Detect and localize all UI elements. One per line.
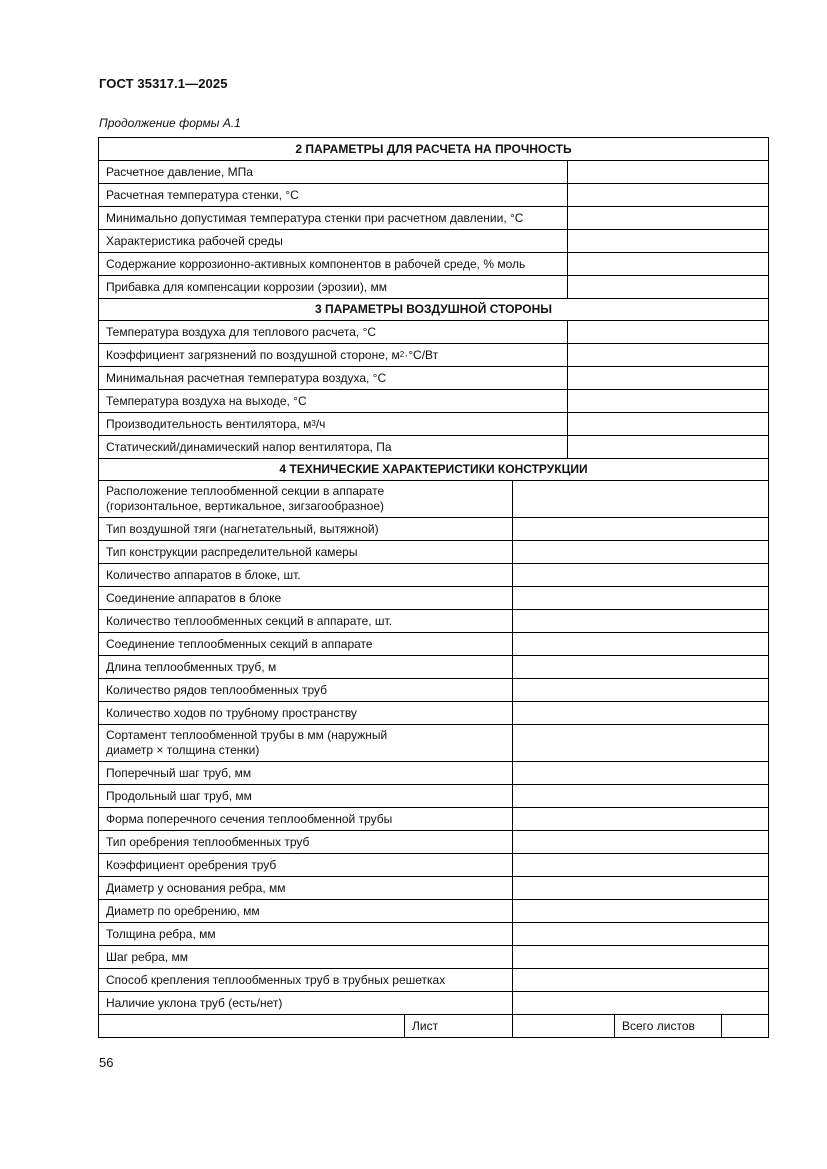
row-value-field[interactable]	[568, 207, 768, 229]
row-label: Характеристика рабочей среды	[99, 230, 568, 252]
row-label-line: Количество аппаратов в блоке, шт.	[106, 567, 301, 582]
row-label-line: Способ крепления теплообменных труб в трубных решетках	[106, 972, 446, 987]
row-label-line: Тип конструкции распределительной камеры	[106, 544, 358, 559]
row-label-line: Диаметр у основания ребра, мм	[106, 880, 286, 895]
row-value-field[interactable]	[568, 184, 768, 206]
row-value-field[interactable]	[513, 633, 768, 655]
row-label	[99, 610, 513, 632]
table-row	[99, 229, 768, 252]
row-value-field[interactable]	[568, 344, 768, 366]
table-row	[99, 991, 768, 1014]
section-4-rows	[99, 480, 768, 1014]
table-row	[99, 899, 768, 922]
row-value-field[interactable]	[513, 481, 768, 517]
row-value-field[interactable]	[513, 762, 768, 784]
row-label: Расчетное давление, МПа	[99, 161, 568, 183]
table-row	[99, 160, 768, 183]
form-table	[98, 137, 769, 1038]
table-row	[99, 701, 768, 724]
section-3-title: 3 ПАРАМЕТРЫ ВОЗДУШНОЙ СТОРОНЫ	[314, 302, 553, 316]
section-2-header	[99, 138, 768, 160]
table-row	[99, 320, 768, 343]
row-label: Коэффициент загрязнений по воздушной стороне, м 2 ·°С/Вт	[99, 344, 568, 366]
row-label-line: Количество теплообменных секций в аппарате, шт.	[106, 613, 393, 628]
row-label-line: Наличие уклона труб (есть/нет)	[106, 995, 283, 1010]
row-label-line: Сортамент теплообменной трубы в мм (наружный	[106, 728, 388, 742]
table-row	[99, 830, 768, 853]
row-label	[99, 992, 513, 1014]
row-label: Прибавка для компенсации коррозии (эрозии), мм	[99, 276, 568, 298]
row-value-field[interactable]	[513, 808, 768, 830]
row-label-unit: /ч	[315, 416, 326, 431]
sheet-footer	[99, 1014, 768, 1037]
row-value-field[interactable]	[513, 877, 768, 899]
row-label-line: Количество рядов теплообменных труб	[106, 682, 328, 697]
table-row	[99, 480, 768, 517]
row-label-line: Длина теплообменных труб, м	[106, 659, 277, 674]
row-value-field[interactable]	[513, 946, 768, 968]
row-value-field[interactable]	[513, 725, 768, 761]
row-value-field[interactable]	[513, 923, 768, 945]
row-label-line: Расположение теплообменной секции в аппарате	[106, 484, 385, 498]
row-label	[99, 785, 513, 807]
row-value-field[interactable]	[513, 610, 768, 632]
table-row	[99, 252, 768, 275]
table-row	[99, 435, 768, 458]
row-label	[99, 702, 513, 724]
row-label	[99, 679, 513, 701]
total-sheets-label: Всего листов	[615, 1015, 722, 1037]
row-label	[99, 656, 513, 678]
row-label	[99, 587, 513, 609]
row-label: Производительность вентилятора, м 3 /ч	[99, 413, 568, 435]
row-label: Расчетная температура стенки, °С	[99, 184, 568, 206]
row-label	[99, 541, 513, 563]
table-row	[99, 183, 768, 206]
row-value-field[interactable]	[568, 276, 768, 298]
table-row	[99, 761, 768, 784]
table-row	[99, 807, 768, 830]
row-value-field[interactable]	[513, 969, 768, 991]
row-label	[99, 725, 513, 761]
row-value-field[interactable]	[513, 541, 768, 563]
row-label-line: диаметр × толщина стенки)	[106, 743, 260, 757]
row-label-line: Продольный шаг труб, мм	[106, 788, 252, 803]
row-value-field[interactable]	[513, 564, 768, 586]
row-label	[99, 518, 513, 540]
row-label	[99, 946, 513, 968]
table-row	[99, 389, 768, 412]
row-value-field[interactable]	[513, 702, 768, 724]
row-label-line: Количество ходов по трубному пространству	[106, 705, 357, 720]
section-2-title: 2 ПАРАМЕТРЫ ДЛЯ РАСЧЕТА НА ПРОЧНОСТЬ	[295, 141, 572, 156]
row-label	[99, 564, 513, 586]
table-row	[99, 517, 768, 540]
row-label-unit: ·°С/Вт	[404, 347, 439, 362]
row-value-field[interactable]	[513, 679, 768, 701]
row-label	[99, 633, 513, 655]
row-label-line: Диаметр по оребрению, мм	[106, 903, 260, 918]
row-value-field[interactable]	[513, 831, 768, 853]
row-label	[99, 854, 513, 876]
row-value-field[interactable]	[513, 992, 768, 1014]
row-value-field[interactable]	[568, 413, 768, 435]
document-id: ГОСТ 35317.1—2025	[99, 76, 228, 91]
row-label	[99, 831, 513, 853]
table-row	[99, 945, 768, 968]
row-label	[99, 808, 513, 830]
row-label-line: (горизонтальное, вертикальное, зигзагообразное)	[106, 499, 385, 513]
table-row	[99, 678, 768, 701]
table-row	[99, 655, 768, 678]
table-row	[99, 586, 768, 609]
row-label: Содержание коррозионно-активных компонентов в рабочей среде, % моль	[99, 253, 568, 275]
table-row	[99, 724, 768, 761]
row-label-line: Соединение теплообменных секций в аппарате	[106, 636, 373, 651]
row-label	[99, 877, 513, 899]
table-row	[99, 563, 768, 586]
row-label-line: Поперечный шаг труб, мм	[106, 765, 252, 780]
table-row	[99, 412, 768, 435]
section-4-title: 4 ТЕХНИЧЕСКИЕ ХАРАКТЕРИСТИКИ КОНСТРУКЦИИ	[279, 462, 588, 476]
table-row	[99, 853, 768, 876]
table-row	[99, 632, 768, 655]
sheet-number-field[interactable]	[513, 1015, 615, 1037]
row-value-field[interactable]	[568, 253, 768, 275]
row-label	[99, 481, 513, 517]
row-value-field[interactable]	[513, 785, 768, 807]
row-label: Температура воздуха для теплового расчета, °С	[99, 321, 568, 343]
row-label-line: Форма поперечного сечения теплообменной трубы	[106, 811, 393, 826]
page-number: 56	[99, 1055, 114, 1070]
table-row	[99, 275, 768, 298]
table-row	[99, 540, 768, 563]
row-label	[99, 762, 513, 784]
footer-blank-cell	[99, 1015, 405, 1037]
sheet-label: Лист	[405, 1015, 513, 1037]
table-row	[99, 206, 768, 229]
row-label	[99, 923, 513, 945]
table-row	[99, 609, 768, 632]
row-value-field[interactable]	[568, 390, 768, 412]
row-label-line: Шаг ребра, мм	[106, 949, 188, 964]
row-label	[99, 900, 513, 922]
row-label-line: Тип воздушной тяги (нагнетательный, вытяжной)	[106, 521, 379, 536]
table-row	[99, 968, 768, 991]
row-value-field[interactable]	[568, 436, 768, 458]
table-row	[99, 876, 768, 899]
row-value-field[interactable]	[513, 854, 768, 876]
row-value-field[interactable]	[568, 161, 768, 183]
row-label	[99, 969, 513, 991]
row-value-field[interactable]	[568, 321, 768, 343]
form-continuation-caption: Продолжение формы А.1	[99, 116, 241, 130]
row-label: Статический/динамический напор вентилятора, Па	[99, 436, 568, 458]
row-value-field[interactable]	[568, 230, 768, 252]
row-label: Минимальная расчетная температура воздуха, °С	[99, 367, 568, 389]
section-3-header	[99, 298, 768, 320]
row-label: Температура воздуха на выходе, °С	[99, 390, 568, 412]
total-sheets-field[interactable]	[722, 1015, 768, 1037]
row-value-field[interactable]	[513, 656, 768, 678]
section-4-header	[99, 458, 768, 480]
row-value-field[interactable]	[513, 900, 768, 922]
row-label-line: Тип оребрения теплообменных труб	[106, 834, 310, 849]
row-label-line: Толщина ребра, мм	[106, 926, 216, 941]
row-value-field[interactable]	[513, 518, 768, 540]
row-label-text: Коэффициент загрязнений по воздушной стороне, м	[106, 347, 400, 362]
row-label-line: Соединение аппаратов в блоке	[106, 590, 282, 605]
table-row	[99, 343, 768, 366]
row-label-text: Производительность вентилятора, м	[106, 416, 312, 431]
table-row	[99, 366, 768, 389]
table-row	[99, 922, 768, 945]
table-row	[99, 784, 768, 807]
row-value-field[interactable]	[513, 587, 768, 609]
row-label: Минимально допустимая температура стенки при расчетном давлении, °С	[99, 207, 568, 229]
row-label-line: Коэффициент оребрения труб	[106, 857, 277, 872]
row-value-field[interactable]	[568, 367, 768, 389]
